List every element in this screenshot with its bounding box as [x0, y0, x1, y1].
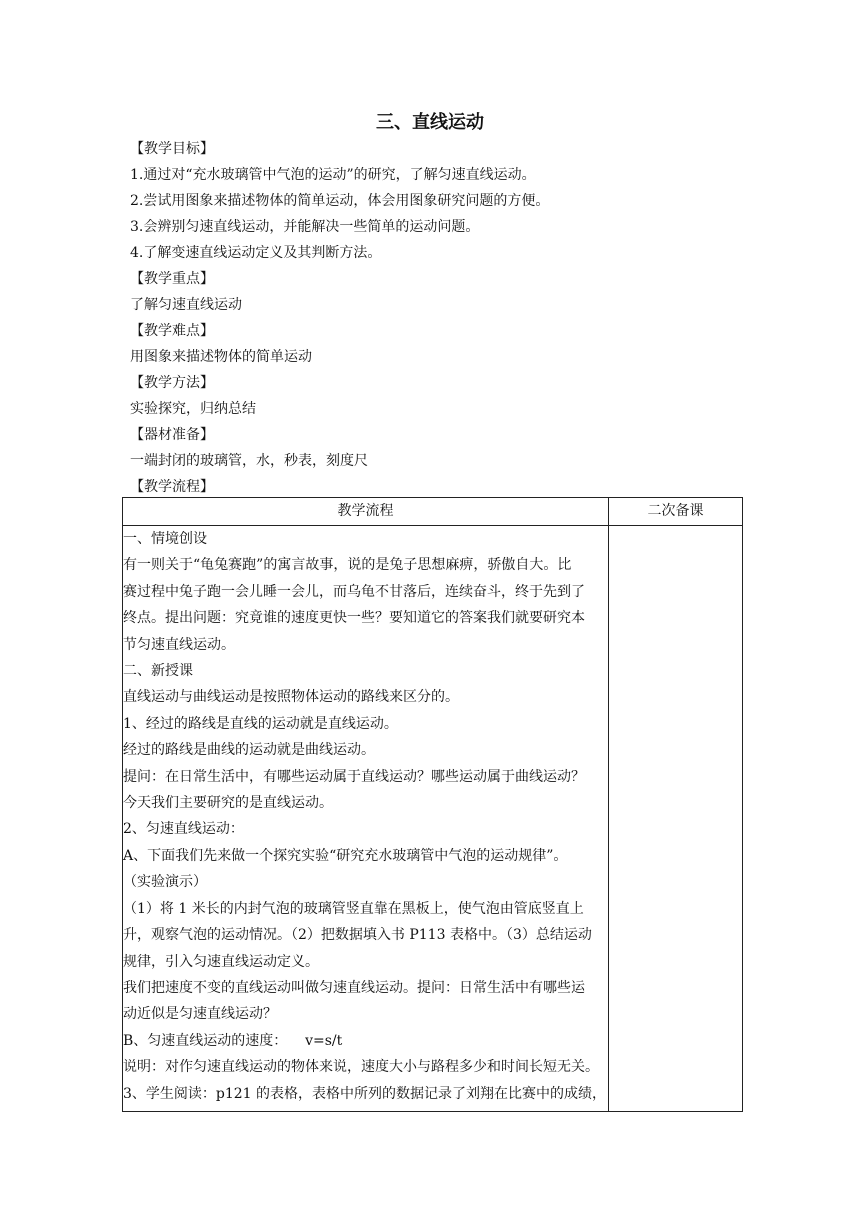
section-heading: 【器材准备】	[130, 427, 214, 443]
text-line: 2.尝试用图象来描述物体的简单运动，体会用图象研究问题的方便。	[130, 193, 550, 209]
flow-text-line: A、下面我们先来做一个探究实验“研究充水玻璃管中气泡的运动规律”。	[123, 847, 568, 864]
text-line: 3.会辨别匀速直线运动，并能解决一些简单的运动问题。	[130, 219, 480, 235]
section-heading: 【教学重点】	[130, 271, 214, 287]
flow-text-line: 动近似是匀速直线运动？	[123, 1006, 277, 1023]
flow-text-line: 3、学生阅读：p121 的表格，表格中所列的数据记录了刘翔在比赛中的成绩，	[123, 1085, 607, 1102]
text-line: 实验探究，归纳总结	[130, 401, 256, 417]
page-title: 三、直线运动	[376, 112, 484, 133]
flow-text-line: 二、新授课	[123, 663, 193, 680]
flow-text-line: （1）将 1 米长的内封气泡的玻璃管竖直靠在黑板上，使气泡由管底竖直上	[123, 900, 584, 917]
text-line: 1.通过对“充水玻璃管中气泡的运动”的研究，了解匀速直线运动。	[130, 167, 536, 183]
table-header-row	[123, 498, 743, 526]
text-line: 用图象来描述物体的简单运动	[130, 349, 312, 365]
flow-text-line: 升，观察气泡的运动情况。（2）把数据填入书 P113 表格中。（3）总结运动	[123, 927, 592, 944]
flow-text-line: 说明：对作匀速直线运动的物体来说，速度大小与路程多少和时间长短无关。	[123, 1059, 599, 1076]
teaching-flow-table	[122, 497, 743, 1112]
text-line: 一端封闭的玻璃管，水，秒表，刻度尺	[130, 453, 368, 469]
flow-text-line: 2、匀速直线运动：	[123, 821, 244, 838]
flow-text-line: （实验演示）	[123, 874, 207, 891]
section-heading: 【教学流程】	[130, 479, 214, 495]
section-heading: 【教学难点】	[130, 323, 214, 339]
flow-text-line: 1、经过的路线是直线的运动就是直线运动。	[123, 715, 398, 732]
flow-text-line: 直线运动与曲线运动是按照物体运动的路线来区分的。	[123, 689, 459, 706]
header-teaching-flow: 教学流程	[123, 498, 609, 526]
flow-text-line: 提问：在日常生活中，有哪些运动属于直线运动？哪些运动属于曲线运动？	[123, 768, 585, 785]
section-heading: 【教学目标】	[130, 141, 214, 157]
table-body-row	[123, 526, 743, 1112]
text-line: 了解匀速直线运动	[130, 297, 242, 313]
intro-section	[130, 136, 750, 500]
second-preparation-cell	[609, 526, 743, 1112]
flow-text-line: 经过的路线是曲线的运动就是曲线运动。	[123, 742, 375, 759]
flow-text-line: 终点。提出问题：究竟谁的速度更快一些？要知道它的答案我们就要研究本	[123, 610, 585, 627]
flow-text-line: 规律，引入匀速直线运动定义。	[123, 953, 319, 970]
header-second-preparation: 二次备课	[609, 498, 743, 526]
cell-bottom-spacer	[123, 1107, 608, 1111]
flow-text-line: 节匀速直线运动。	[123, 636, 235, 653]
teaching-flow-content	[123, 526, 609, 1112]
flow-text-line: 赛过程中兔子跑一会儿睡一会儿，而乌龟不甘落后，连续奋斗，终于先到了	[123, 583, 585, 600]
flow-text-line: 一、情境创设	[123, 531, 207, 547]
flow-text-line: 今天我们主要研究的是直线运动。	[123, 795, 333, 812]
flow-text-line: 我们把速度不变的直线运动叫做匀速直线运动。提问：日常生活中有哪些运	[123, 979, 585, 996]
section-heading: 【教学方法】	[130, 375, 214, 391]
flow-text-line: 有一则关于“龟兔赛跑”的寓言故事，说的是兔子思想麻痹，骄傲自大。比	[123, 557, 572, 574]
flow-text-line: B、匀速直线运动的速度： v=s/t	[123, 1032, 343, 1049]
text-line: 4.了解变速直线运动定义及其判断方法。	[130, 245, 382, 261]
